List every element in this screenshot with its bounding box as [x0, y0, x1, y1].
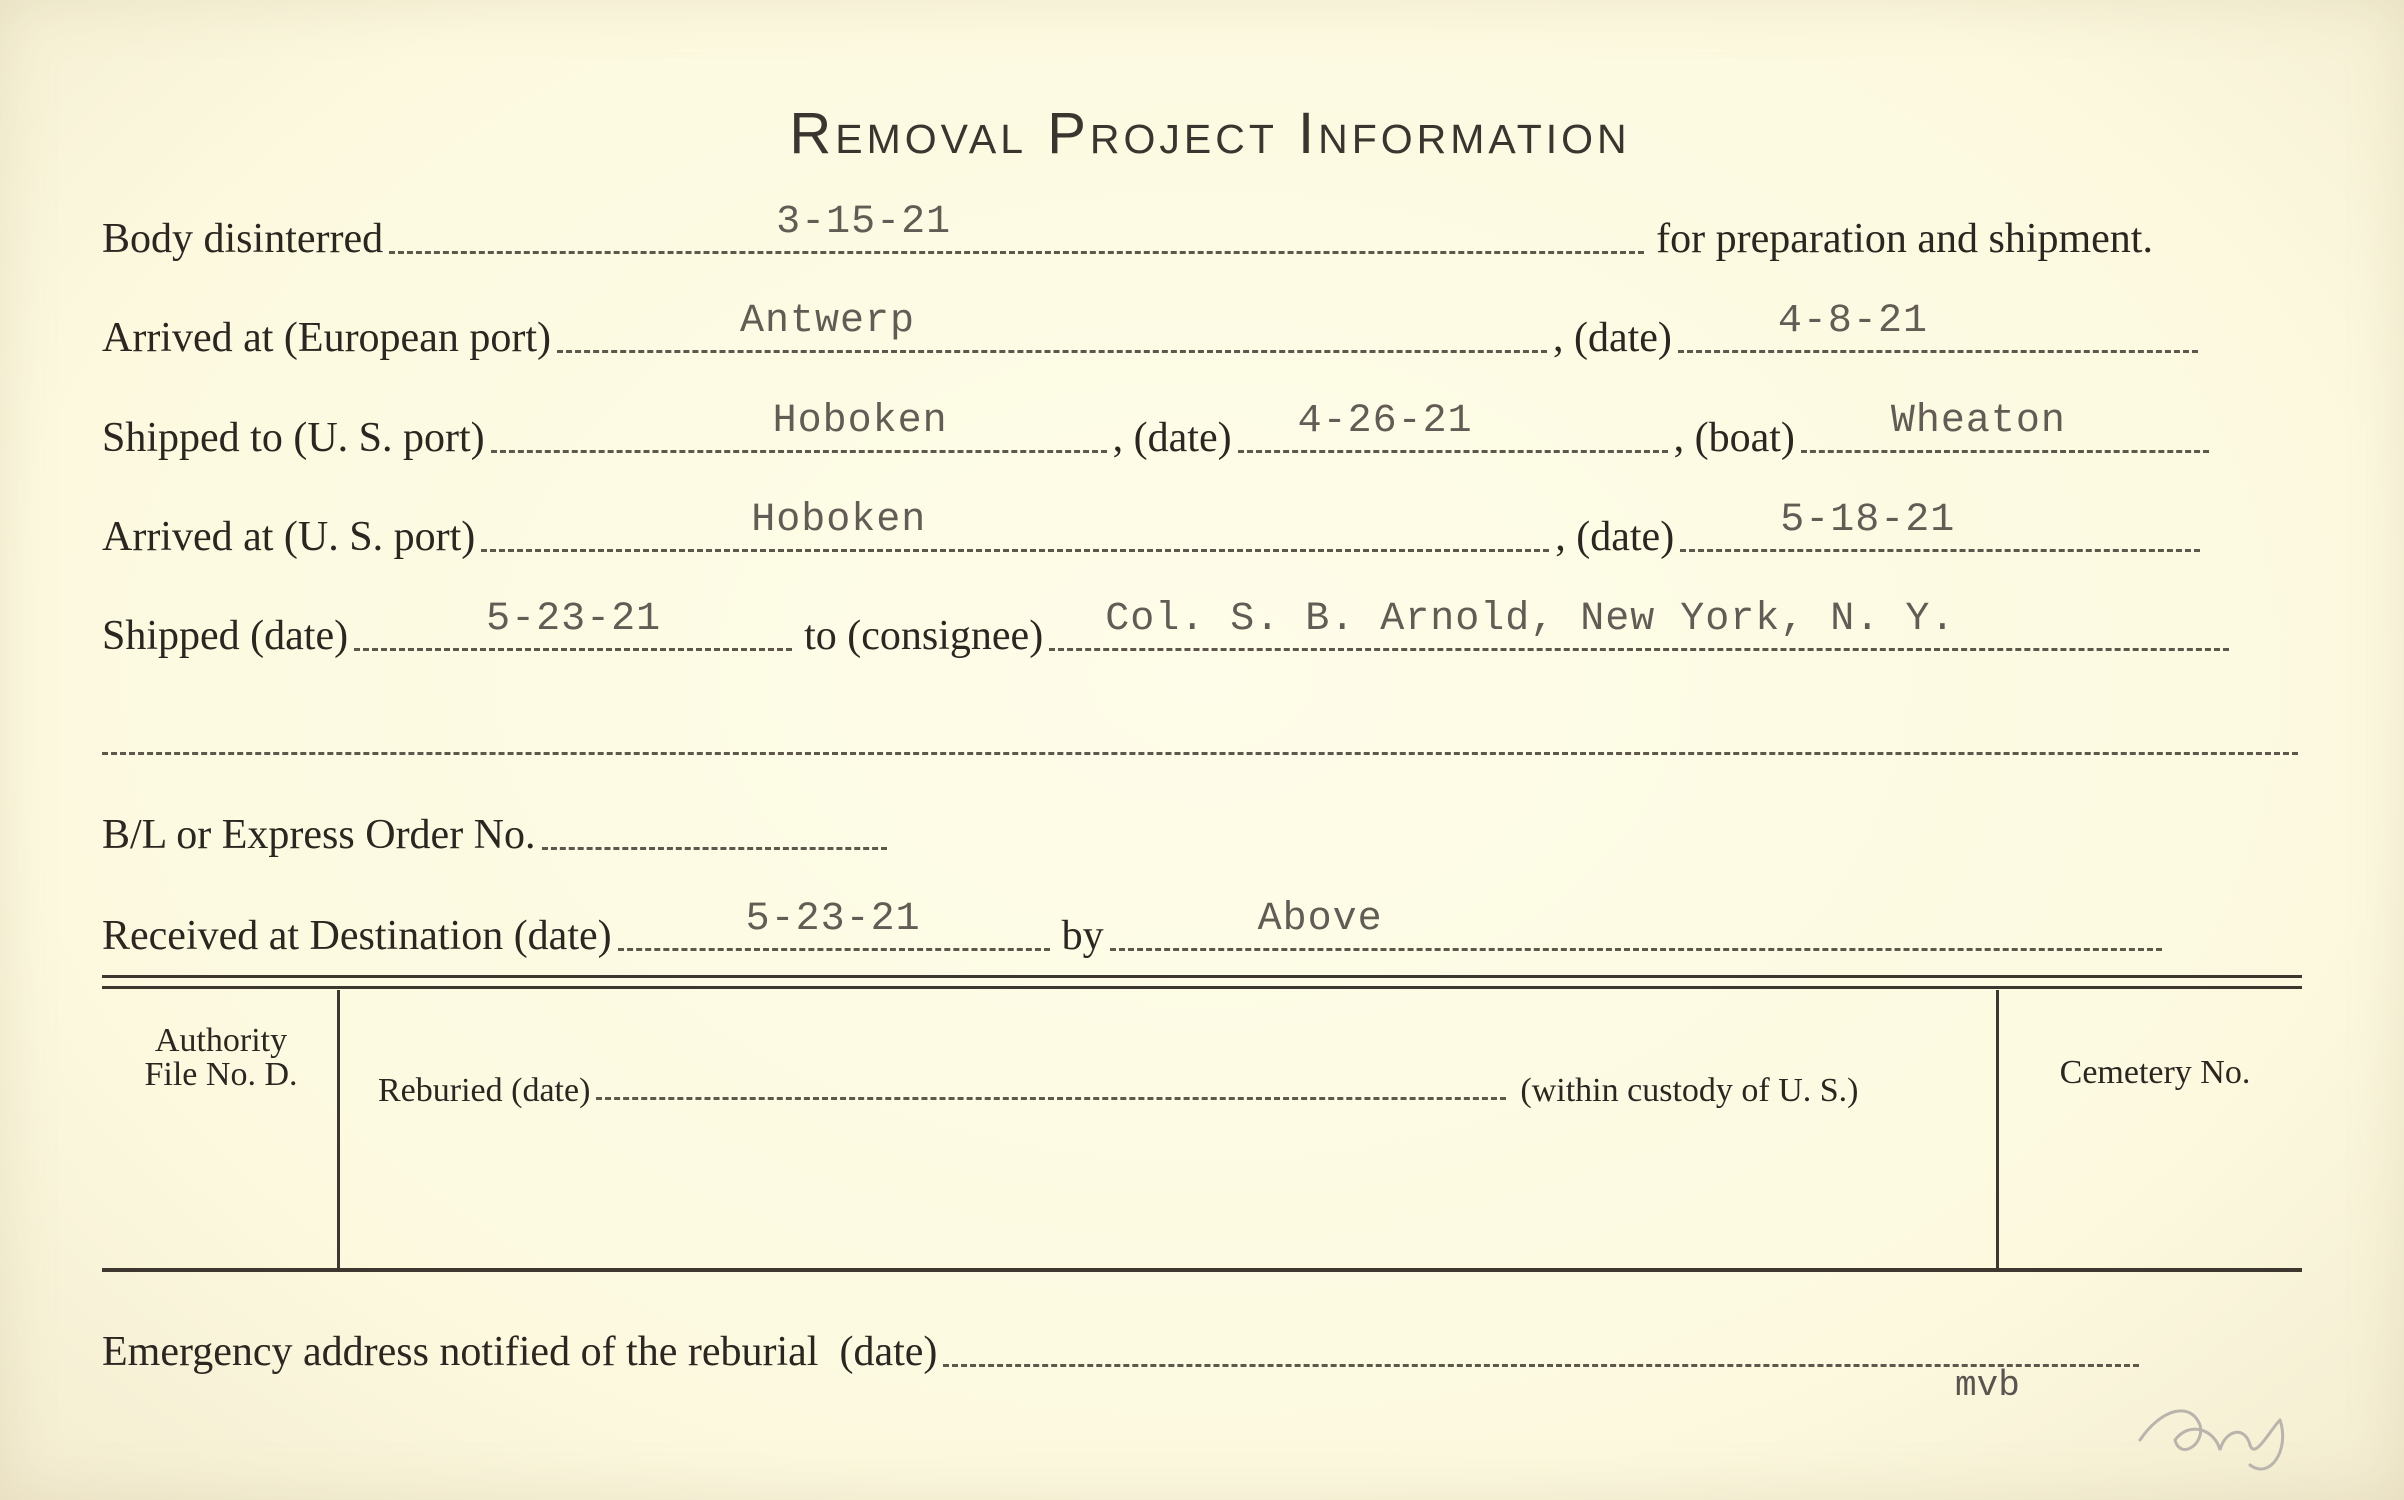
received-date-value: 5-23-21: [745, 897, 921, 942]
received-by-value: Above: [1257, 897, 1383, 942]
cemetery-no-label: Cemetery No.: [2059, 1054, 2251, 1091]
arrived-eu-date-value: 4-8-21: [1777, 299, 1928, 344]
arrived-us-port-field[interactable]: [481, 498, 1549, 552]
table-divider-right: [1996, 990, 1999, 1268]
arrived-eu-date-field[interactable]: [1678, 299, 2198, 353]
received-by-field[interactable]: [1110, 897, 2162, 951]
shipped-date-field[interactable]: [354, 597, 792, 651]
arrived-us-date-field[interactable]: [1680, 498, 2200, 552]
shipped-us-port-field[interactable]: [491, 399, 1107, 453]
shipped-us-date-value: 4-26-21: [1297, 399, 1473, 444]
shipped-label: Shipped (date): [102, 613, 349, 659]
arrived-eu-port-field[interactable]: [557, 299, 1547, 353]
row-arrived-european: [102, 299, 2204, 362]
arrived-us-port-value: Hoboken: [751, 498, 927, 543]
arrived-us-label: Arrived at (U. S. port): [102, 514, 476, 560]
reburied-label: Reburied (date): [378, 1072, 591, 1109]
disinterred-label: Body disinterred: [102, 216, 384, 262]
table-divider-left: [337, 990, 340, 1268]
arrived-eu-port-value: Antwerp: [739, 299, 916, 344]
disinterred-field[interactable]: [389, 200, 1644, 254]
row-shipped-us: [102, 399, 2215, 462]
table-top-rule-2: [102, 986, 2302, 989]
arrived-eu-label: Arrived at (European port): [102, 315, 551, 361]
shipped-us-boat-field[interactable]: [1801, 399, 2209, 453]
shipped-us-date-label: , (date): [1112, 415, 1232, 461]
row-disinterred: [102, 200, 2153, 263]
emergency-label: Emergency address notified of the reburial (date): [102, 1329, 938, 1375]
received-date-field[interactable]: [618, 897, 1050, 951]
received-by-label: by: [1061, 913, 1104, 959]
table-top-rule-1: [102, 975, 2302, 978]
bl-label: B/L or Express Order No.: [102, 812, 536, 858]
consignee-field[interactable]: [1049, 597, 2229, 651]
consignee-label: to (consignee): [804, 613, 1044, 659]
disinterred-value: 3-15-21: [776, 200, 952, 245]
bl-field[interactable]: [542, 805, 887, 850]
shipped-us-label: Shipped to (U. S. port): [102, 415, 485, 461]
authority-file-label: Authority File No. D.: [144, 1022, 298, 1093]
custody-label: (within custody of U. S.): [1520, 1072, 1859, 1109]
arrived-us-date-label: , (date): [1555, 514, 1675, 560]
card-title: Removal Project Information: [789, 101, 1631, 166]
arrived-eu-date-label: , (date): [1552, 315, 1672, 361]
disinterred-suffix: for preparation and shipment.: [1656, 216, 2153, 262]
row-arrived-us: [102, 498, 2206, 561]
received-label: Received at Destination (date): [102, 913, 612, 959]
row-received: [102, 897, 2168, 960]
shipped-us-boat-value: Wheaton: [1890, 399, 2066, 444]
shipped-date-value: 5-23-21: [486, 597, 662, 642]
arrived-us-date-value: 5-18-21: [1780, 498, 1956, 543]
reburied-field[interactable]: [596, 1063, 1506, 1100]
shipped-us-date-field[interactable]: [1238, 399, 1668, 453]
row-shipped: [102, 597, 2235, 660]
table-bottom-rule: [102, 1268, 2302, 1272]
clerk-initials: mvb: [1955, 1365, 2020, 1406]
shipped-us-boat-label: , (boat): [1673, 415, 1795, 461]
row-bl: [102, 799, 893, 859]
shipped-us-port-value: Hoboken: [772, 399, 948, 444]
pencil-scribble: [2120, 1370, 2320, 1490]
continuation-line: [102, 752, 2298, 755]
emergency-field[interactable]: [943, 1322, 2139, 1367]
consignee-value: Col. S. B. Arnold, New York, N. Y.: [1105, 597, 1956, 642]
row-emergency: [102, 1316, 2145, 1376]
row-reburied: [378, 1050, 1859, 1110]
